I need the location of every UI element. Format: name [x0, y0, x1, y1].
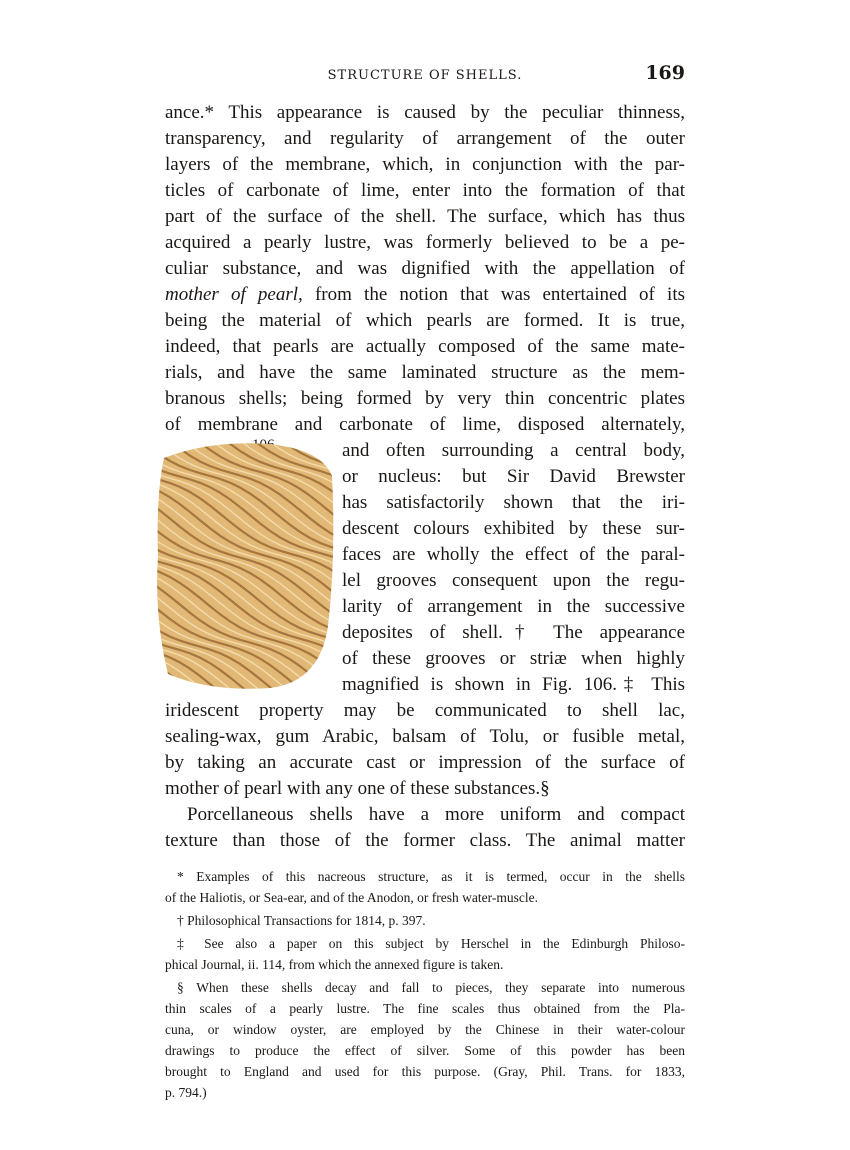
body-line: rials, and have the same laminated structure as the mem- — [165, 362, 685, 383]
footnote-line: § When these shells decay and fall to pieces, they separate into numerous — [177, 980, 685, 995]
body-line: acquired a pearly lustre, was formerly believed to be a pe- — [165, 232, 685, 253]
body-line: by taking an accurate cast or impression of the surface of — [165, 752, 685, 773]
body-line: descent colours exhibited by these sur- — [342, 518, 685, 539]
running-title: STRUCTURE OF SHELLS. — [327, 68, 523, 83]
footnote-line: of the Haliotis, or Sea-ear, and of the Anodon, or fresh water-muscle. — [165, 890, 538, 905]
body-line: of membrane and carbonate of lime, disposed alternately, — [165, 414, 685, 435]
footnote-line: † Philosophical Transactions for 1814, p. 397. — [177, 913, 426, 928]
body-line: sealing-wax, gum Arabic, balsam of Tolu, or fusible metal, — [165, 726, 685, 747]
body-line: texture than those of the former class. The animal matter — [165, 830, 685, 851]
body-line: lel grooves consequent upon the regu- — [342, 570, 685, 591]
body-line: branous shells; being formed by very thin concentric plates — [165, 388, 685, 409]
footnote-line: drawings to produce the effect of silver. Some of this powder has been — [165, 1043, 685, 1058]
nacre-striae-figure — [150, 436, 338, 692]
page-number: 169 — [645, 62, 685, 84]
body-line: of these grooves or striæ when highly — [342, 648, 685, 669]
body-line: indeed, that pearls are actually composed of the same mate- — [165, 336, 685, 357]
body-line: iridescent property may be communicated to shell lac, — [165, 700, 685, 721]
footnote-line: * Examples of this nacreous structure, as it is termed, occur in the shells — [177, 869, 685, 884]
line-rest: from the notion that was entertained of its — [302, 284, 686, 305]
body-line: magnified is shown in Fig. 106.‡ This — [342, 674, 685, 695]
body-line: has satisfactorily shown that the iri- — [342, 492, 685, 513]
body-line: mother of pearl with any one of these substances.§ — [165, 778, 550, 799]
footnote-line: ‡ See also a paper on this subject by Herschel in the Edinburgh Philoso- — [177, 936, 685, 951]
body-line: Porcellaneous shells have a more uniform and compact — [187, 804, 685, 825]
body-line: ance.* This appearance is caused by the peculiar thinness, — [165, 102, 685, 123]
body-line: being the material of which pearls are formed. It is true, — [165, 310, 685, 331]
footnote-line: brought to England and used for this purpose. (Gray, Phil. Trans. for 1833, — [165, 1064, 685, 1079]
body-line: ticles of carbonate of lime, enter into the formation of that — [165, 180, 685, 201]
footnote-line: p. 794.) — [165, 1085, 207, 1100]
body-line: deposites of shell.† The appearance — [342, 622, 685, 643]
footnote-line: thin scales of a pearly lustre. The fine scales thus obtained from the Pla- — [165, 1001, 685, 1016]
body-line: and often surrounding a central body, — [342, 440, 685, 461]
body-line: layers of the membrane, which, in conjunction with the par- — [165, 154, 685, 175]
body-line-mother-of-pearl — [165, 282, 685, 308]
italic-term: mother of pearl, — [165, 284, 303, 305]
running-head — [165, 62, 685, 86]
striae-illustration — [150, 436, 338, 692]
body-line: faces are wholly the effect of the paral- — [342, 544, 685, 565]
body-line: transparency, and regularity of arrangement of the outer — [165, 128, 685, 149]
body-line: larity of arrangement in the successive — [342, 596, 685, 617]
body-line: part of the surface of the shell. The surface, which has thus — [165, 206, 685, 227]
footnote-line: cuna, or window oyster, are employed by the Chinese in their water-colour — [165, 1022, 685, 1037]
body-line: culiar substance, and was dignified with the appellation of — [165, 258, 685, 279]
footnote-line: phical Journal, ii. 114, from which the annexed figure is taken. — [165, 957, 504, 972]
body-line: or nucleus: but Sir David Brewster — [342, 466, 685, 487]
